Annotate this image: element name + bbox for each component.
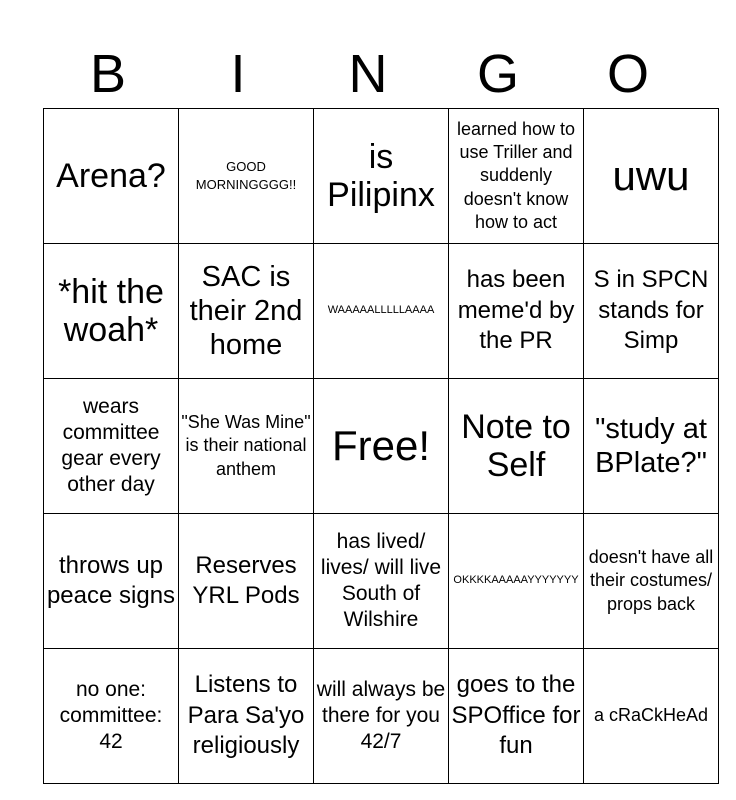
bingo-square[interactable] xyxy=(314,649,449,784)
bingo-square[interactable] xyxy=(449,379,584,514)
bingo-square[interactable] xyxy=(314,514,449,649)
bingo-square-text: throws up peace signs xyxy=(46,551,176,609)
bingo-square[interactable] xyxy=(584,649,719,784)
bingo-square-text: *hit the woah* xyxy=(58,272,164,349)
bingo-square-text: Free! xyxy=(331,421,431,469)
bingo-square-text: GOOD MORNINGGGG!! xyxy=(195,158,297,192)
bingo-square[interactable] xyxy=(44,379,179,514)
bingo-square-text: WAAAAALLLLLAAAA xyxy=(327,304,435,317)
bingo-header xyxy=(43,40,693,108)
bingo-square[interactable] xyxy=(179,514,314,649)
header-letter-g: G xyxy=(476,44,519,104)
bingo-square-text: goes to the SPOffice for fun xyxy=(451,671,581,760)
bingo-square[interactable] xyxy=(449,514,584,649)
board-row xyxy=(44,379,719,514)
board-row xyxy=(44,514,719,649)
header-letter-i: I xyxy=(230,44,246,104)
bingo-square[interactable] xyxy=(44,109,179,244)
bingo-square[interactable] xyxy=(449,649,584,784)
bingo-square[interactable] xyxy=(44,244,179,379)
bingo-square-text: "She Was Mine" is their national anthem xyxy=(181,411,311,479)
bingo-square-text: no one: committee: 42 xyxy=(59,677,163,754)
bingo-square-text: has been meme'd by the PR xyxy=(457,266,575,355)
bingo-square-text: learned how to use Triller and suddenly doesn't know how to act xyxy=(456,118,576,233)
bingo-square[interactable] xyxy=(584,514,719,649)
bingo-square[interactable] xyxy=(449,109,584,244)
bingo-square-text: has lived/ lives/ will live South of Wilshire xyxy=(320,529,442,632)
bingo-square-text: is Pilipinx xyxy=(327,137,435,214)
board-row xyxy=(44,649,719,784)
bingo-square[interactable] xyxy=(584,244,719,379)
bingo-square-text: Listens to Para Sa'yo religiously xyxy=(187,671,305,760)
bingo-square-text: OKKKKAAAAAYYYYYYY xyxy=(453,574,579,587)
bingo-square[interactable] xyxy=(44,514,179,649)
bingo-square[interactable] xyxy=(314,109,449,244)
bingo-square-text: Reserves YRL Pods xyxy=(192,551,300,609)
bingo-board xyxy=(43,108,719,784)
bingo-square-text: S in SPCN stands for Simp xyxy=(593,266,709,355)
bingo-square[interactable] xyxy=(44,649,179,784)
board-row xyxy=(44,109,719,244)
bingo-square-text: wears committee gear every other day xyxy=(61,394,161,497)
bingo-square[interactable] xyxy=(314,244,449,379)
bingo-square[interactable] xyxy=(179,244,314,379)
header-letter-o: O xyxy=(606,44,649,104)
bingo-square-text: Note to Self xyxy=(461,407,571,484)
bingo-square[interactable] xyxy=(584,379,719,514)
header-letter-b: B xyxy=(89,44,127,104)
bingo-square[interactable] xyxy=(584,109,719,244)
bingo-square[interactable] xyxy=(179,379,314,514)
bingo-square-text: SAC is their 2nd home xyxy=(189,260,303,362)
bingo-square-text: a cRaCkHeAd xyxy=(593,705,709,726)
board-row xyxy=(44,244,719,379)
bingo-square[interactable] xyxy=(314,379,449,514)
bingo-square[interactable] xyxy=(179,109,314,244)
bingo-square-text: uwu xyxy=(612,151,690,199)
bingo-square[interactable] xyxy=(449,244,584,379)
bingo-square[interactable] xyxy=(179,649,314,784)
header-letter-n: N xyxy=(348,44,388,104)
bingo-square-text: Arena? xyxy=(56,156,166,195)
bingo-square-text: "study at BPlate?" xyxy=(595,412,707,479)
bingo-square-text: will always be there for you 42/7 xyxy=(316,677,446,754)
bingo-square-text: doesn't have all their costumes/ props back xyxy=(588,546,714,614)
